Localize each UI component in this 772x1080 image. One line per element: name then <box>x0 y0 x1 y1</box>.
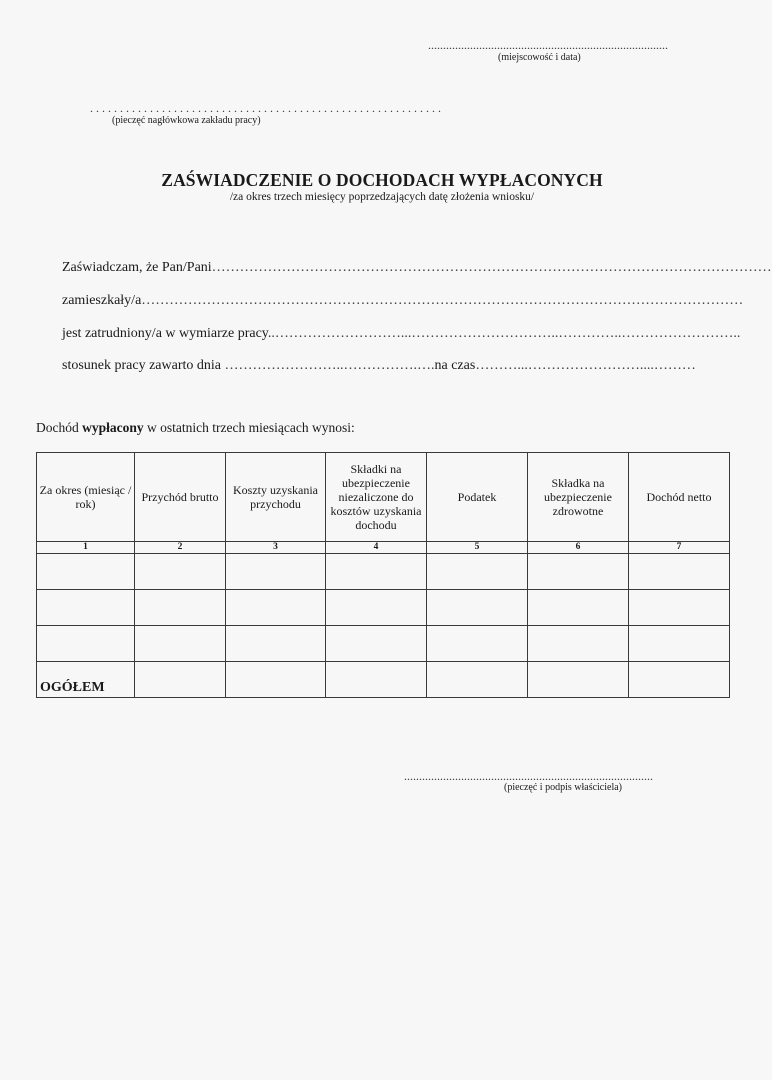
total-net-income-cell[interactable] <box>629 662 730 698</box>
costs-cell[interactable] <box>226 590 326 626</box>
column-number: 7 <box>629 542 730 554</box>
contract-line <box>62 358 696 374</box>
gross-income-cell[interactable] <box>135 626 226 662</box>
column-header: Przychód brutto <box>135 453 226 542</box>
period-cell[interactable] <box>37 554 135 590</box>
table-row <box>37 626 730 662</box>
address-field[interactable]: ………………………………………………………………………………………………………………… <box>141 293 744 308</box>
income-intro-prefix: Dochód <box>36 420 83 435</box>
contract-term-label: na czas <box>434 358 476 373</box>
income-intro-bold: wypłacony <box>82 420 144 435</box>
signature-field[interactable]: ................................................................................... <box>404 769 653 783</box>
table-row <box>37 590 730 626</box>
tax-cell[interactable] <box>427 554 528 590</box>
total-health-insurance-cell[interactable] <box>528 662 629 698</box>
employment-scope-label: jest zatrudniony/a w wymiarze pracy <box>62 326 268 341</box>
document-subtitle: /za okres trzech miesięcy poprzedzających datę złożenia wniosku/ <box>229 191 535 203</box>
total-insurance-cell[interactable] <box>326 662 427 698</box>
gross-income-cell[interactable] <box>135 590 226 626</box>
column-number-row <box>37 542 730 554</box>
column-number: 3 <box>226 542 326 554</box>
column-header: Za okres (miesiąc / rok) <box>37 453 135 542</box>
column-number: 1 <box>37 542 135 554</box>
health-insurance-cell[interactable] <box>528 590 629 626</box>
gross-income-cell[interactable] <box>135 554 226 590</box>
costs-cell[interactable] <box>226 554 326 590</box>
column-header: Koszty uzyskania przychodu <box>226 453 326 542</box>
column-header: Składki na ubezpieczenie niezaliczone do kosztów uzyskania dochodu <box>326 453 427 542</box>
signature-label: (pieczęć i podpis właściciela) <box>504 782 622 793</box>
table-row <box>37 554 730 590</box>
place-date-label: (miejscowość i data) <box>498 52 581 63</box>
employee-name-field[interactable]: ………………………………………………………………………………………………………… <box>211 260 772 275</box>
contract-date-label: stosunek pracy zawarto dnia <box>62 358 225 373</box>
total-costs-cell[interactable] <box>226 662 326 698</box>
period-cell[interactable] <box>37 590 135 626</box>
period-cell[interactable] <box>37 626 135 662</box>
column-header: Dochód netto <box>629 453 730 542</box>
employment-scope-line <box>62 326 741 342</box>
column-number: 6 <box>528 542 629 554</box>
column-number: 2 <box>135 542 226 554</box>
income-table <box>36 452 730 698</box>
column-header: Podatek <box>427 453 528 542</box>
company-stamp-field[interactable]: . . . . . . . . . . . . . . . . . . . . . . . . . . . . . . . . . . . . . . . . . . . . . . . . . . . . . . . . . . . <box>90 101 441 115</box>
place-date-field[interactable]: ................................................................................ <box>428 38 668 52</box>
income-intro-suffix: w ostatnich trzech miesiącach wynosi: <box>143 420 355 435</box>
total-row <box>37 662 730 698</box>
insurance-cell[interactable] <box>326 626 427 662</box>
column-number: 4 <box>326 542 427 554</box>
address-line <box>62 293 744 309</box>
total-tax-cell[interactable] <box>427 662 528 698</box>
tax-cell[interactable] <box>427 590 528 626</box>
contract-term-field[interactable]: ………...……………………....……… <box>475 358 696 373</box>
document-title: ZAŚWIADCZENIE O DOCHODACH WYPŁACONYCH <box>161 170 603 190</box>
employment-scope-field[interactable]: ..………………………...…………………………..…………..…………………….. <box>267 326 741 341</box>
net-income-cell[interactable] <box>629 626 730 662</box>
employee-name-line <box>62 260 772 276</box>
address-label: zamieszkały/a <box>62 293 142 308</box>
header-row <box>37 453 730 542</box>
insurance-cell[interactable] <box>326 590 427 626</box>
health-insurance-cell[interactable] <box>528 554 629 590</box>
total-label: OGÓŁEM <box>37 662 135 698</box>
net-income-cell[interactable] <box>629 554 730 590</box>
costs-cell[interactable] <box>226 626 326 662</box>
column-header: Składka na ubezpieczenie zdrowotne <box>528 453 629 542</box>
tax-cell[interactable] <box>427 626 528 662</box>
employee-name-label: Zaświadczam, że Pan/Pani <box>62 260 212 275</box>
insurance-cell[interactable] <box>326 554 427 590</box>
net-income-cell[interactable] <box>629 590 730 626</box>
health-insurance-cell[interactable] <box>528 626 629 662</box>
column-number: 5 <box>427 542 528 554</box>
contract-date-field[interactable]: ……………………..…………….…. <box>224 358 435 373</box>
income-intro <box>36 420 355 436</box>
company-stamp-label: (pieczęć nagłówkowa zakładu pracy) <box>112 115 261 126</box>
total-gross-income-cell[interactable] <box>135 662 226 698</box>
